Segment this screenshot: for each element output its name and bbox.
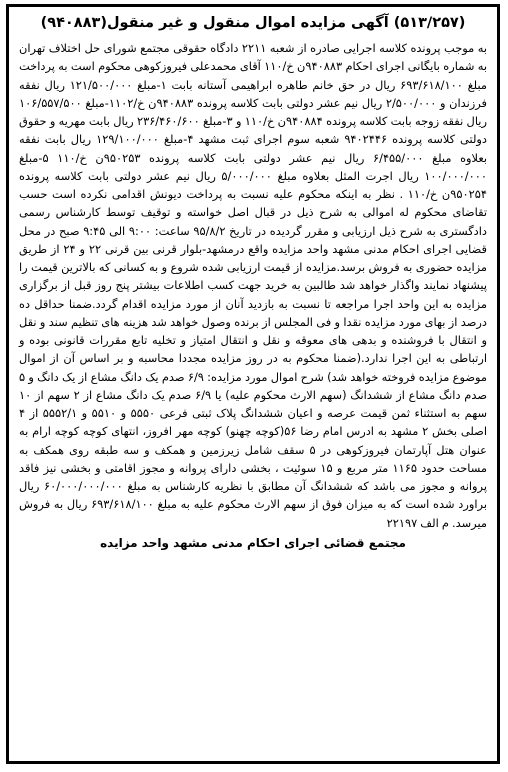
notice-body: به موجب پرونده کلاسه اجرایی صادره از شعبه ۲۲۱۱ دادگاه حقوقی مجتمع شورای حل اختلاف تهران به شماره بایگانی اجرای احکام ۹۴۰۸۸۳ن خ/۱۱۰ آقای محمدعلی فیروزکوهی محکوم است به پرداخت مبلغ ۶۹۳/۶۱۸/۱۰۰ ریال در حق خانم طاهره ابراهیمی آستانه بابت ۱-مبلغ ۱۲۱/۵۰۰/۰۰۰ ریال نفقه فرزندان و ۲/۵۰۰/۰۰۰ ریال نیم عشر دولتی بابت کلاسه پرونده ۹۴۰۸۸۳ن خ/۱۱۰۲-مبلغ ۱۰۶/۵۵۷/۵۰۰ ریال نفقه زوجه بابت کلاسه پرونده ۹۴۰۸۸۴ن خ/۱۱۰ و ۳-مبلغ ۲۳۶/۴۶۰/۶۰۰ ریال بابت مهریه و حقوق دولتی کلاسه پرونده ۹۴۰۲۴۴۶ شعبه سوم اجرای ثبت مشهد ۴-مبلغ ۱۲۹/۱۰۰/۰۰۰ ریال بابت نفقه بعلاوه مبلغ ۶/۴۵۵/۰۰۰ ریال نیم عشر دولتی بابت کلاسه پرونده ۹۵۰۲۵۳ن خ/۱۱۰ ۵-مبلغ ۱۰۰/۰۰۰/۰۰۰ ریال اجرت المثل بعلاوه مبلغ ۵/۰۰۰/۰۰۰ ریال نیم عشر دولتی بابت کلاسه پرونده ۹۵۰۲۵۴ن خ/۱۱۰ . نظر به اینکه محکوم علیه نسبت به پرداخت دیونش اقدامی نکرده است حسب تقاضای محکوم له اموالی به شرح ذیل در قبال اصل خواسته و توقیف توسط کارشناس رسمی دادگستری به شرح ذیل ارزیابی و مقرر گردیده در تاریخ ۹۵/۸/۲ ساعت: ۹:۰۰ الی ۹:۴۵ صبح در محل قضایی اجرای احکام مدنی مشهد واحد مزایده واقع درمشهد-بلوار قرنی بین قرنی ۲۲ و ۲۴ از طریق مزایده حضوری به فروش برسد.مزایده از قیمت ارزیابی شده شروع و به کسانی که بالاترین قیمت را پیشنهاد نمایند واگذار خواهد شد طالبین به خرید جهت کسب اطلاعات بیشتر پنج روز قبل از برگزاری مزایده به این واحد اجرا مراجعه تا نسبت به بازدید آنان از مورد مزایده اقدام گردد.ضمنا حداقل ده درصد از بهای مورد مزایده نقدا و فی المجلس از برنده وصول خواهد شد هزینه های تنظیم سند و نقل و انتقال با فروشنده و بدهی های معوقه و نقل و انتقال امتیاز و تخلیه تابع مقررات قانونی بوده و ارتباطی به این اجرا ندارد.(ضمنا محکوم به در روز مزایده مجددا محاسبه و بر اساس آن از اموال موضوع مزایده فروخته خواهد شد) شرح اموال مورد مزایده: ۶/۹ صدم یک دانگ مشاع از یک دانگ و ۵ صدم دانگ مشاع از ششدانگ (سهم الارث محکوم علیه) یا ۶/۹ صدم یک دانگ مشاع از ۲ سهم از ۱۰ سهم به استثناء ثمن قیمت عرصه و اعیان ششدانگ پلاک ثبتی فرعی ۵۵۵۰ و ۵۵۱۰ و ۵۵۵۲/۱ از ۴ اصلی بخش ۲ مشهد به ادرس امام رضا ۵۶(کوچه چهنو) کوچه مهر افروز، انتهای کوچه کوچه ارام به عنوان هتل آپارتمان فیروزکوهی در ۵ سقف شامل زیرزمین و همکف و سه طبقه روی همکف به مساحت حدود ۱۱۶۵ متر مربع و ۱۵ سوئیت ، بخشی دارای پروانه و مجوز اقامتی و بخشی نیز فاقد پروانه و مجوز می باشد که ششدانگ آن مطابق با نظریه کارشناس به مبلغ ۶۰/۰۰۰/۰۰۰/۰۰۰ ریال براورد شده است که به میزان فوق از سهم الارث محکوم علیه به مبلغ ۶۹۳/۶۱۸/۱۰۰ ریال به فروش میرسد. م الف ۲۲۱۹۷ (19, 41, 488, 530)
notice-signature: مجتمع قضائی اجرای احکام مدنی مشهد واحد مزایده (100, 535, 406, 550)
notice-title: (۵۱۳/۲۵۷) آگهی مزایده اموال منقول و غیر منقول(۹۴۰۸۸۳) (40, 15, 466, 31)
auction-notice (6, 4, 500, 764)
